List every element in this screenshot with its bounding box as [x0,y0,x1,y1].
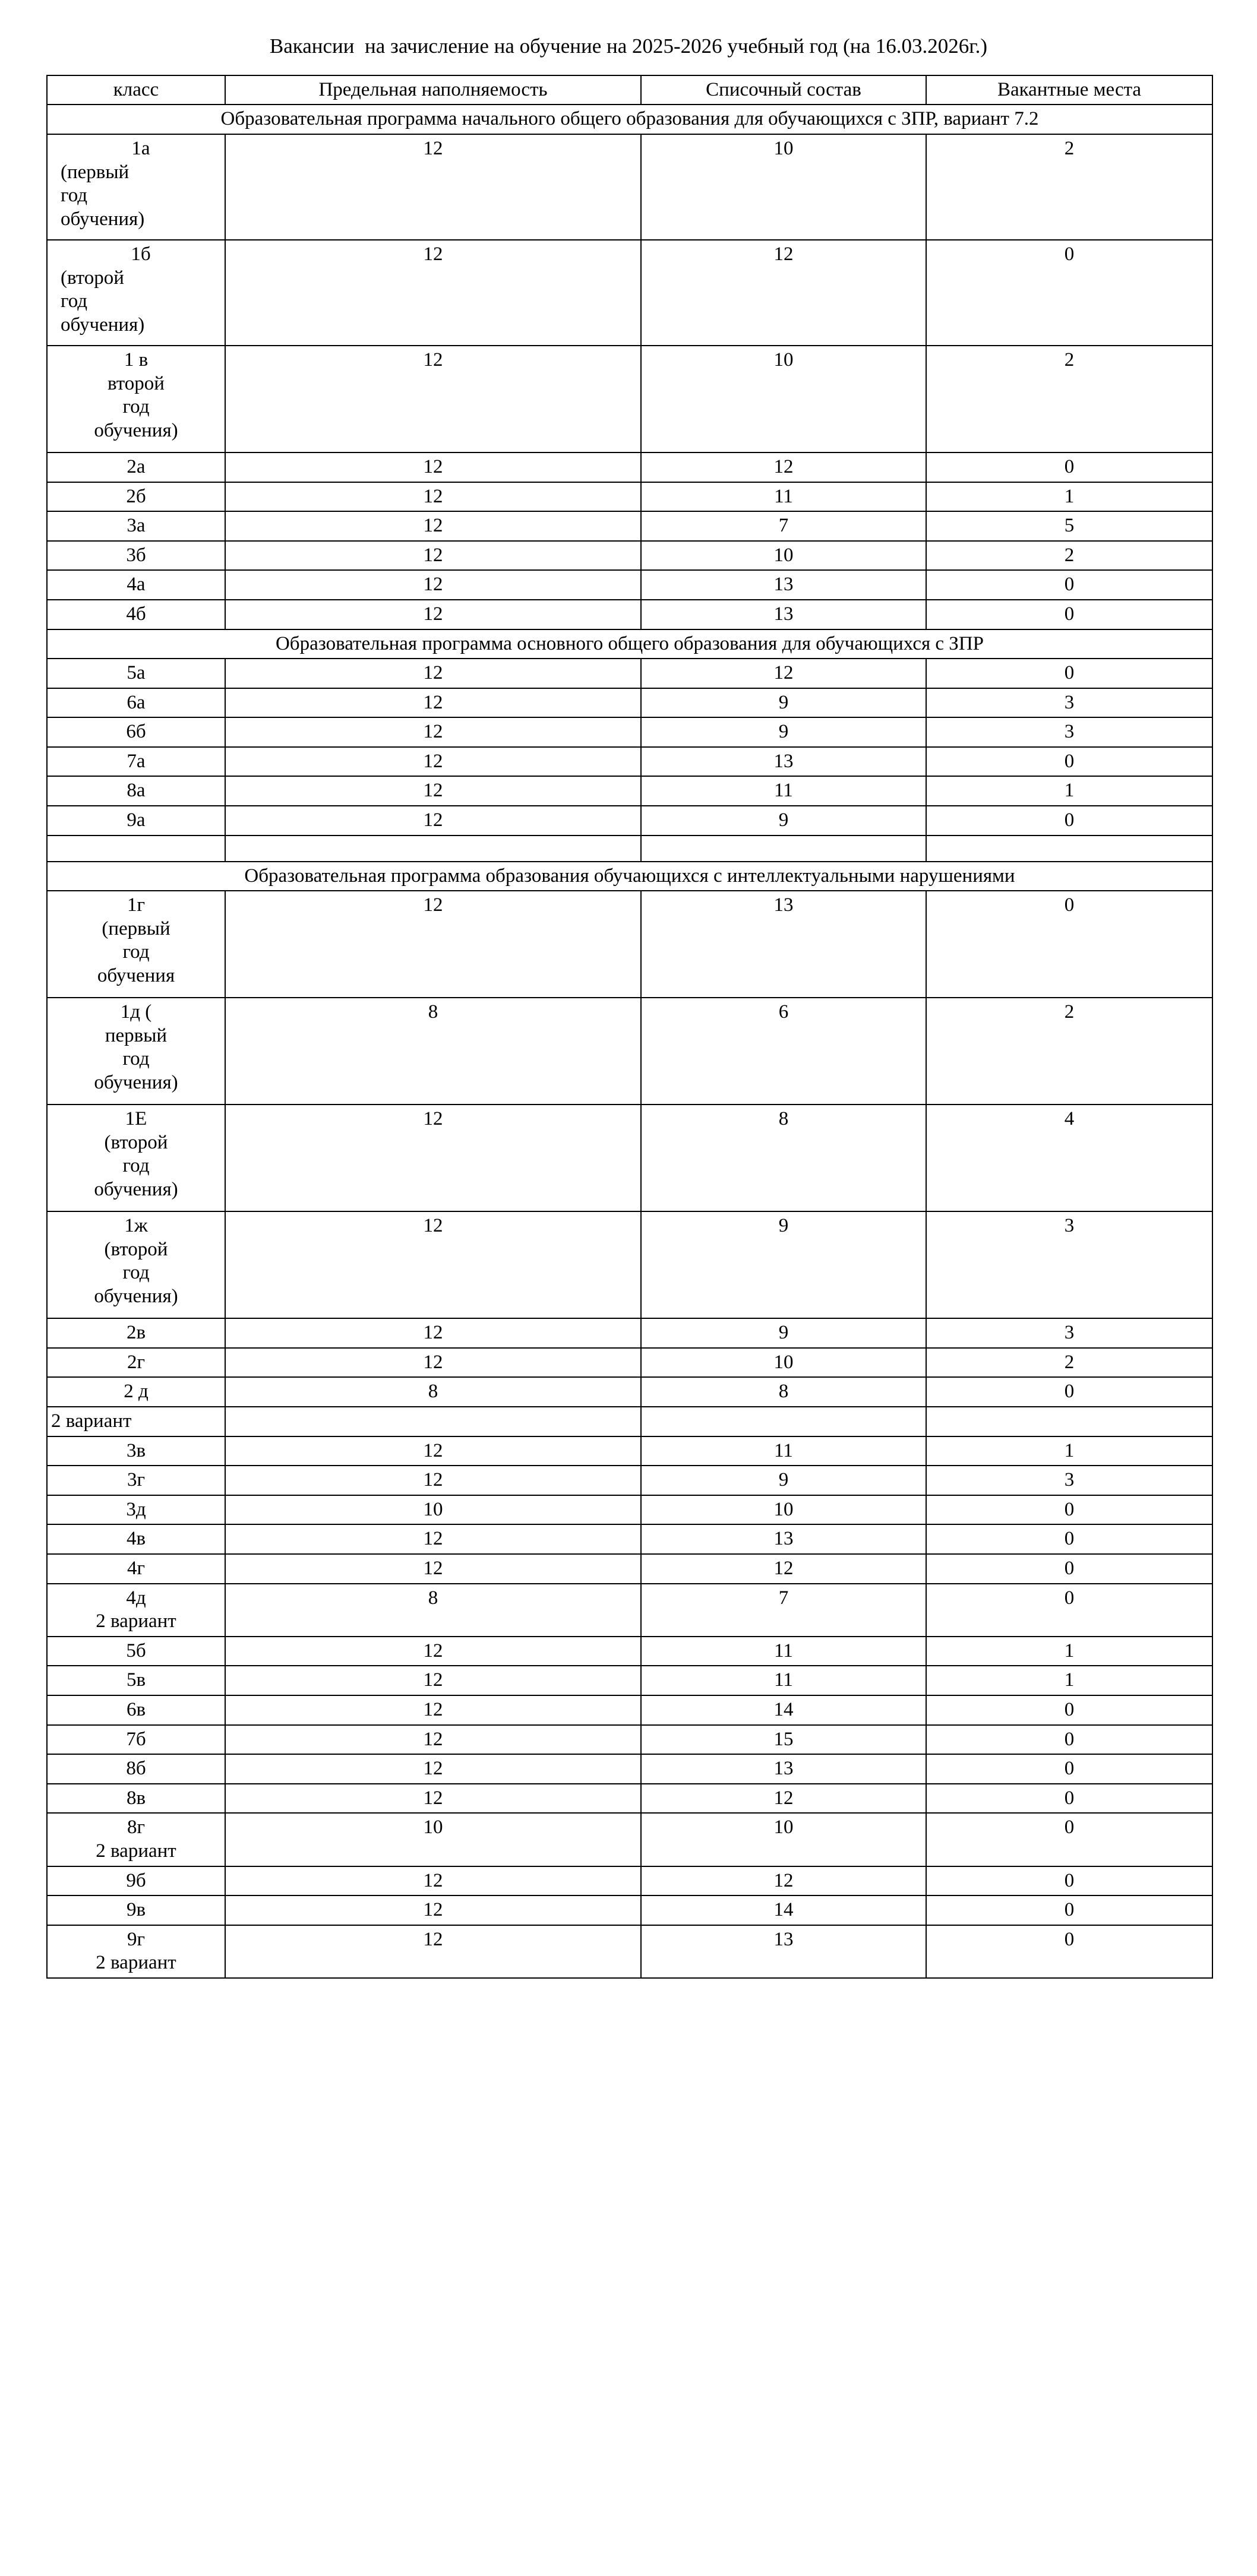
cell-class: 3а [47,511,225,541]
cell-class: 5б [47,1637,225,1666]
section-header-row [47,629,1212,659]
cell-enrolled: 10 [641,541,926,571]
cell-class: 2 вариант [47,1407,225,1436]
table-row [47,1895,1212,1925]
table-row [47,600,1212,629]
cell-vacant: 0 [926,1495,1212,1525]
cell-class: 4а [47,570,225,600]
cell-vacant: 1 [926,482,1212,512]
cell-capacity: 12 [225,1554,641,1584]
cell-vacant: 0 [926,1584,1212,1637]
cell-capacity: 12 [225,1466,641,1495]
cell-class: 2 д [47,1377,225,1407]
cell-vacant: 0 [926,1925,1212,1978]
cell-capacity: 12 [225,1105,641,1211]
cell-vacant: 0 [926,1524,1212,1554]
cell-capacity: 12 [225,1725,641,1755]
cell-capacity: 12 [225,717,641,747]
table-row [47,1211,1212,1318]
cell-class: 2б [47,482,225,512]
cell-vacant: 0 [926,1784,1212,1814]
cell-vacant: 0 [926,747,1212,777]
table-row [47,806,1212,836]
cell-class: 3д [47,1495,225,1525]
cell-capacity: 12 [225,1695,641,1725]
table-row [47,1524,1212,1554]
cell-enrolled: 15 [641,1725,926,1755]
cell-class: 4б [47,600,225,629]
section-header-row [47,862,1212,891]
cell-capacity: 12 [225,1637,641,1666]
spacer-cell [926,836,1212,862]
cell-enrolled: 10 [641,134,926,240]
cell-capacity: 8 [225,998,641,1105]
cell-vacant: 0 [926,1754,1212,1784]
cell-enrolled: 11 [641,1666,926,1695]
table-row [47,998,1212,1105]
cell-vacant: 1 [926,776,1212,806]
cell-capacity: 12 [225,1348,641,1378]
cell-vacant: 0 [926,600,1212,629]
cell-class: 9б [47,1866,225,1896]
table-row [47,1666,1212,1695]
section-title: Образовательная программа основного общего образования для обучающихся с ЗПР [47,629,1212,659]
cell-enrolled: 13 [641,1925,926,1978]
cell-capacity: 12 [225,240,641,346]
table-row [47,891,1212,998]
cell-class: 8г 2 вариант [47,1813,225,1866]
cell-capacity: 12 [225,1754,641,1784]
cell-class: 3в [47,1436,225,1466]
cell-capacity: 12 [225,452,641,482]
table-row [47,1318,1212,1348]
cell-vacant: 1 [926,1666,1212,1695]
column-header-1: Предельная наполняемость [225,75,641,105]
table-row [47,240,1212,346]
cell-vacant: 0 [926,1377,1212,1407]
table-row [47,1436,1212,1466]
cell-class: 9в [47,1895,225,1925]
cell-vacant: 5 [926,511,1212,541]
table-row [47,1105,1212,1211]
cell-class: 1г (первый год обучения [47,891,225,998]
cell-enrolled: 12 [641,1866,926,1896]
cell-enrolled: 12 [641,240,926,346]
cell-class: 6а [47,688,225,718]
table-row [47,511,1212,541]
cell-vacant: 0 [926,1554,1212,1584]
cell-class: 1Е (второй год обучения) [47,1105,225,1211]
cell-class: 9а [47,806,225,836]
cell-vacant: 0 [926,452,1212,482]
cell-enrolled: 10 [641,346,926,452]
cell-class: 4г [47,1554,225,1584]
cell-capacity: 12 [225,659,641,688]
table-row [47,1813,1212,1866]
table-row [47,1495,1212,1525]
page-title: Вакансии на зачисление на обучение на 2025-2026 учебный год (на 16.03.2026г.) [269,34,988,58]
cell-capacity: 12 [225,511,641,541]
cell-enrolled [641,1407,926,1436]
table-row [47,1348,1212,1378]
cell-enrolled: 13 [641,747,926,777]
cell-class: 9г 2 вариант [47,1925,225,1978]
cell-capacity: 12 [225,806,641,836]
cell-class: 8б [47,1754,225,1784]
cell-capacity: 8 [225,1584,641,1637]
cell-vacant: 2 [926,1348,1212,1378]
cell-enrolled: 10 [641,1813,926,1866]
cell-capacity: 12 [225,1524,641,1554]
cell-capacity: 10 [225,1813,641,1866]
cell-vacant: 0 [926,1695,1212,1725]
table-row [47,659,1212,688]
cell-class: 5а [47,659,225,688]
cell-enrolled: 13 [641,891,926,998]
table-row [47,1377,1212,1407]
cell-capacity: 12 [225,1784,641,1814]
table-row [47,570,1212,600]
cell-vacant: 3 [926,688,1212,718]
cell-class: 1д ( первый год обучения) [47,998,225,1105]
spacer-cell [641,836,926,862]
table-row [47,1584,1212,1637]
cell-vacant: 2 [926,134,1212,240]
section-title: Образовательная программа образования обучающихся с интеллектуальными нарушениями [47,862,1212,891]
cell-vacant: 4 [926,1105,1212,1211]
table-row [47,541,1212,571]
cell-enrolled: 9 [641,1318,926,1348]
cell-class: 1ж (второй год обучения) [47,1211,225,1318]
cell-enrolled: 11 [641,1436,926,1466]
cell-enrolled: 9 [641,806,926,836]
cell-capacity: 12 [225,600,641,629]
cell-enrolled: 10 [641,1348,926,1378]
cell-capacity: 12 [225,1318,641,1348]
cell-class: 8а [47,776,225,806]
cell-enrolled: 9 [641,1466,926,1495]
cell-capacity: 12 [225,570,641,600]
cell-class: 2г [47,1348,225,1378]
cell-capacity: 12 [225,1666,641,1695]
table-row [47,688,1212,718]
cell-capacity: 12 [225,482,641,512]
cell-vacant: 2 [926,346,1212,452]
cell-vacant: 0 [926,1895,1212,1925]
cell-vacant: 0 [926,891,1212,998]
cell-enrolled: 12 [641,1554,926,1584]
cell-capacity: 8 [225,1377,641,1407]
cell-enrolled: 11 [641,482,926,512]
cell-class: 6б [47,717,225,747]
cell-capacity: 12 [225,891,641,998]
spacer-row [47,836,1212,862]
table-row [47,776,1212,806]
cell-enrolled: 11 [641,776,926,806]
cell-class: 5в [47,1666,225,1695]
cell-class: 3г [47,1466,225,1495]
cell-enrolled: 13 [641,1524,926,1554]
cell-vacant: 1 [926,1436,1212,1466]
cell-enrolled: 13 [641,570,926,600]
cell-vacant: 3 [926,1318,1212,1348]
table-row [47,452,1212,482]
table-row [47,1695,1212,1725]
cell-enrolled: 9 [641,688,926,718]
cell-enrolled: 14 [641,1895,926,1925]
cell-class: 4д 2 вариант [47,1584,225,1637]
cell-enrolled: 13 [641,1754,926,1784]
section-title: Образовательная программа начального общего образования для обучающихся с ЗПР, вариант 7.2 [47,105,1212,134]
cell-capacity: 12 [225,541,641,571]
cell-vacant: 2 [926,541,1212,571]
cell-vacant: 0 [926,659,1212,688]
table-row [47,1466,1212,1495]
table-row [47,346,1212,452]
cell-class: 4в [47,1524,225,1554]
cell-enrolled: 9 [641,717,926,747]
cell-capacity: 12 [225,688,641,718]
cell-class: 7б [47,1725,225,1755]
cell-class: 8в [47,1784,225,1814]
section-header-row [47,105,1212,134]
cell-vacant: 3 [926,1211,1212,1318]
cell-capacity: 12 [225,1436,641,1466]
cell-enrolled: 9 [641,1211,926,1318]
table-row [47,1725,1212,1755]
cell-enrolled: 12 [641,659,926,688]
table-row [47,1637,1212,1666]
cell-enrolled: 12 [641,1784,926,1814]
cell-vacant [926,1407,1212,1436]
cell-vacant: 0 [926,570,1212,600]
table-row [47,1866,1212,1896]
cell-vacant: 0 [926,806,1212,836]
table-row [47,717,1212,747]
table-row [47,1554,1212,1584]
cell-class: 2в [47,1318,225,1348]
cell-enrolled: 8 [641,1105,926,1211]
cell-enrolled: 8 [641,1377,926,1407]
table-header-row [47,75,1212,105]
cell-capacity: 12 [225,1895,641,1925]
column-header-0: класс [47,75,225,105]
cell-enrolled: 13 [641,600,926,629]
cell-capacity: 12 [225,747,641,777]
table-row [47,1754,1212,1784]
cell-enrolled: 12 [641,452,926,482]
cell-vacant: 3 [926,1466,1212,1495]
cell-enrolled: 7 [641,511,926,541]
cell-vacant: 0 [926,1725,1212,1755]
cell-capacity: 12 [225,1925,641,1978]
cell-vacant: 3 [926,717,1212,747]
cell-capacity [225,1407,641,1436]
table-row [47,134,1212,240]
spacer-cell [225,836,641,862]
cell-enrolled: 14 [641,1695,926,1725]
cell-capacity: 12 [225,134,641,240]
cell-enrolled: 7 [641,1584,926,1637]
cell-class: 2а [47,452,225,482]
column-header-3: Вакантные места [926,75,1212,105]
cell-capacity: 12 [225,1211,641,1318]
cell-class: 6в [47,1695,225,1725]
cell-vacant: 0 [926,1866,1212,1896]
table-row [47,1784,1212,1814]
cell-class: 3б [47,541,225,571]
table-row [47,747,1212,777]
cell-enrolled: 10 [641,1495,926,1525]
cell-class: 7а [47,747,225,777]
table-row [47,482,1212,512]
cell-class: 1б (второй год обучения) [47,240,225,346]
cell-vacant: 0 [926,1813,1212,1866]
vacancy-table [46,75,1213,1979]
cell-enrolled: 11 [641,1637,926,1666]
cell-capacity: 12 [225,776,641,806]
spacer-cell [47,836,225,862]
table-row [47,1407,1212,1436]
cell-vacant: 2 [926,998,1212,1105]
cell-enrolled: 6 [641,998,926,1105]
table-row [47,1925,1212,1978]
cell-class: 1 в второй год обучения) [47,346,225,452]
cell-capacity: 12 [225,346,641,452]
cell-class: 1а (первый год обучения) [47,134,225,240]
column-header-2: Списочный состав [641,75,926,105]
cell-capacity: 10 [225,1495,641,1525]
cell-capacity: 12 [225,1866,641,1896]
cell-vacant: 0 [926,240,1212,346]
cell-vacant: 1 [926,1637,1212,1666]
